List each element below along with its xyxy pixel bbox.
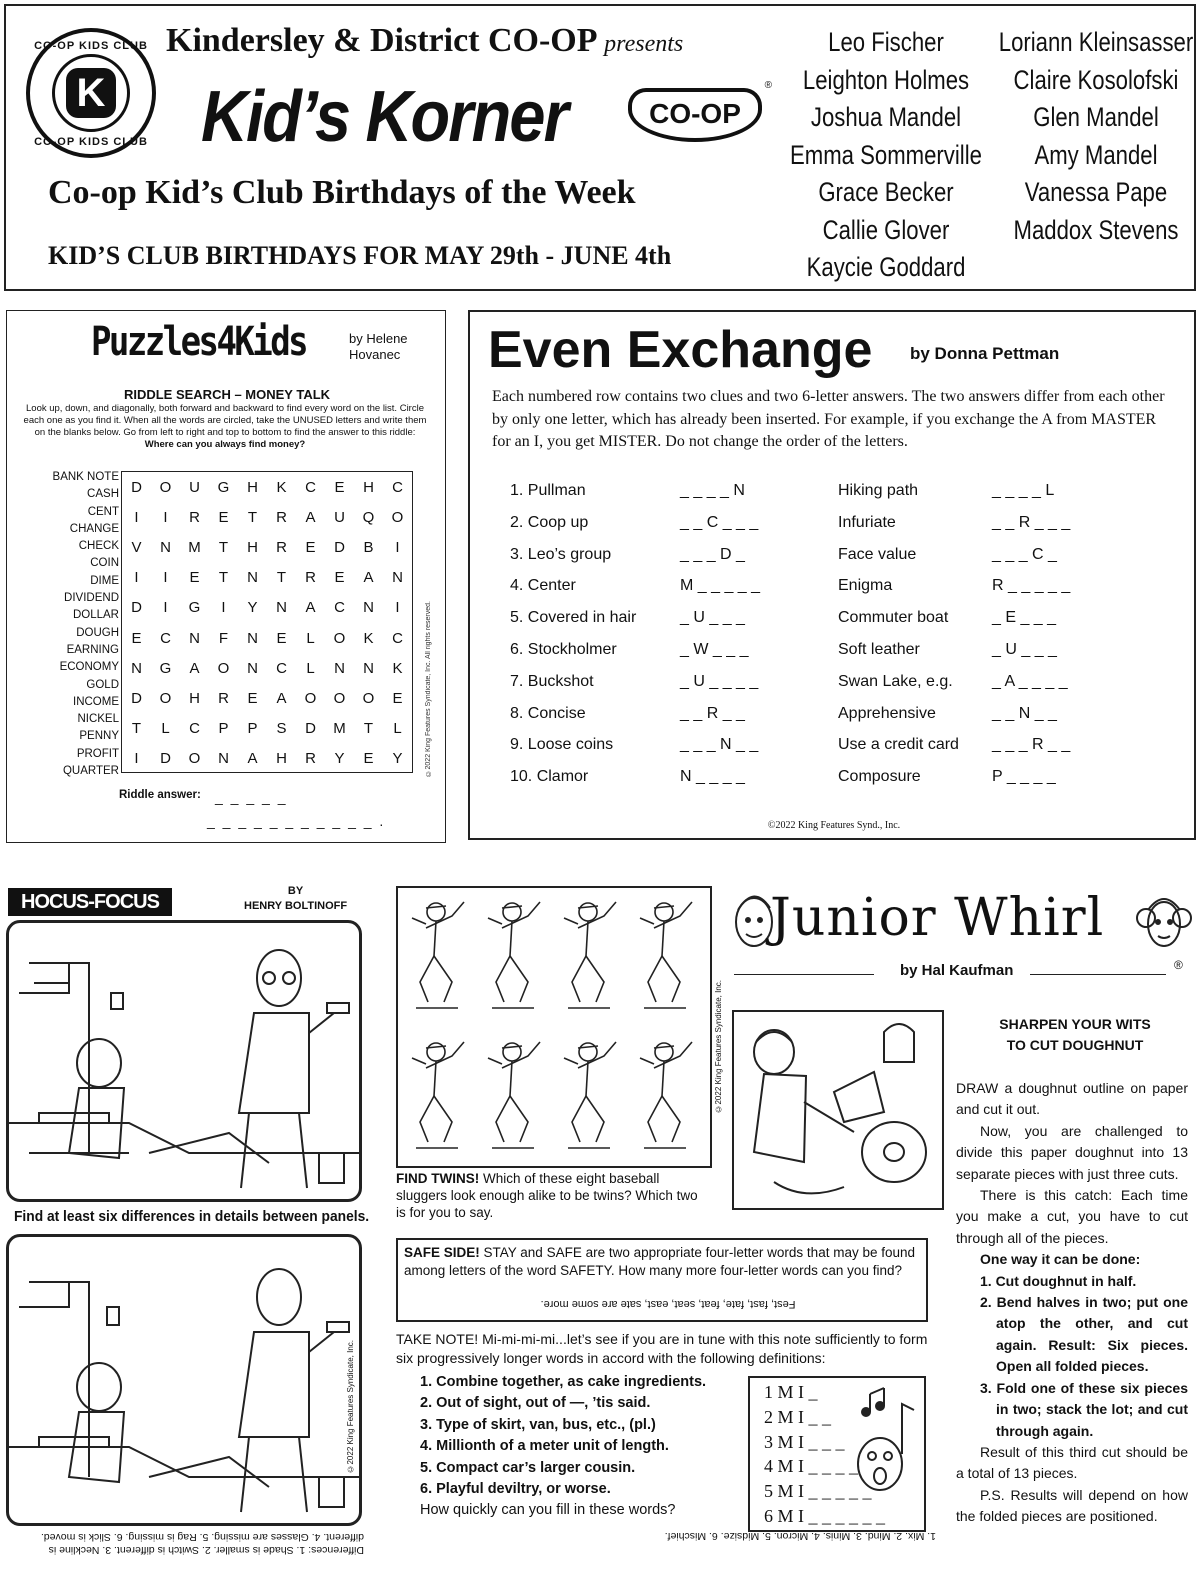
baseball-sluggers-drawing — [398, 888, 710, 1166]
riddle-answer-label: Riddle answer: — [119, 789, 201, 801]
exchange-answer-2[interactable]: R _ _ _ _ _ — [992, 577, 1071, 595]
exchange-answer-2[interactable]: _ _ _ _ L — [992, 482, 1055, 499]
exchange-clue-1: 7. Buckshot — [510, 672, 594, 690]
birthday-name: Grace Becker — [818, 177, 954, 207]
paragraph-1: DRAW a doughnut outline on paper and cut it out. — [956, 1080, 1188, 1118]
hocus-focus-label: HOCUS-FOCUS — [8, 888, 172, 916]
take-note-clue: 2. Out of sight, out of —, ’tis said. — [420, 1395, 651, 1412]
grid-letter[interactable]: O — [217, 659, 230, 677]
word-list-item: QUARTER — [62, 765, 119, 778]
grid-letter[interactable]: E — [305, 538, 316, 556]
exchange-clue-2: Infuriate — [838, 513, 896, 531]
safe-side-question: STAY and SAFE are two appropriate four-letter words that may be found among letters of the word SAFETY. How many more four-letter words can you find? — [404, 1245, 916, 1278]
exchange-clue-1: 2. Coop up — [510, 513, 589, 531]
exchange-answer-1[interactable]: _ _ R _ _ — [680, 704, 745, 722]
grid-letter[interactable]: R — [276, 508, 287, 526]
grid-letter[interactable]: N — [247, 629, 258, 647]
grid-letter[interactable]: T — [247, 508, 258, 526]
paragraph-4: Result of this third cut should be a total of 13 pieces. — [956, 1443, 1188, 1482]
grid-letter[interactable]: C — [189, 720, 200, 738]
grid-letter[interactable]: N — [189, 629, 200, 647]
exchange-clue-2: Apprehensive — [838, 704, 936, 722]
exchange-answer-2[interactable]: _ _ R _ _ _ — [992, 513, 1071, 531]
exchange-row — [510, 577, 1190, 609]
girl-face-icon — [1136, 884, 1192, 956]
baseball-slugger-figure[interactable] — [640, 1042, 692, 1148]
exchange-row — [510, 546, 1190, 578]
junior-whirl-registered-mark: ® — [1174, 958, 1183, 972]
grid-row — [122, 502, 412, 532]
byline-2: Hovanec — [349, 347, 401, 362]
grid-letter[interactable]: L — [306, 629, 315, 647]
registered-mark: ® — [764, 80, 772, 91]
coop-badge — [628, 80, 772, 142]
presents-word: presents — [604, 31, 684, 57]
grid-letter[interactable]: C — [160, 629, 171, 647]
grid-letter[interactable]: T — [218, 538, 229, 556]
word-list-item: NICKEL — [77, 713, 119, 726]
exchange-answer-1[interactable]: _ U _ _ _ _ — [680, 672, 759, 690]
baseball-slugger-figure[interactable] — [488, 902, 540, 1008]
grid-letter[interactable]: K — [392, 659, 403, 677]
grid-row — [122, 623, 412, 653]
even-exchange-copyright: ©2022 King Features Synd., Inc. — [767, 820, 901, 831]
grid-letter[interactable]: N — [247, 569, 258, 587]
grid-letter[interactable]: L — [393, 720, 402, 738]
grid-letter[interactable]: K — [363, 629, 374, 647]
exchange-clue-1: 8. Concise — [510, 704, 586, 722]
grid-row — [122, 653, 412, 683]
exchange-clue-2: Composure — [838, 768, 921, 786]
hocus-focus-copyright: ©2022 King Features Syndicate, Inc. — [346, 1340, 355, 1474]
cartoon-illustration-2 — [9, 1237, 359, 1523]
steps-heading: One way it can be done: — [980, 1251, 1141, 1268]
cartoon-illustration-1 — [9, 923, 359, 1199]
grid-letter[interactable]: O — [304, 689, 317, 707]
coop-kids-club-logo — [26, 28, 156, 158]
word-list-item: CASH — [87, 488, 119, 501]
word-list-item: PROFIT — [76, 747, 119, 760]
grid-letter[interactable]: I — [134, 569, 139, 587]
heading-line-2: TO CUT DOUGHNUT — [1006, 1037, 1144, 1053]
junior-whirl-rule-right — [1030, 974, 1166, 975]
grid-letter[interactable]: H — [247, 538, 258, 556]
grid-letter[interactable]: D — [131, 599, 142, 617]
safe-side-box — [396, 1238, 928, 1322]
exchange-answer-2[interactable]: _ E _ _ _ — [992, 609, 1057, 627]
grid-row — [122, 593, 412, 623]
grid-letter[interactable]: R — [276, 538, 287, 556]
riddle-instructions — [23, 403, 427, 451]
hocus-focus-panel-2 — [6, 1234, 362, 1526]
take-note-question: How quickly can you fill in these words? — [420, 1502, 676, 1518]
exchange-row — [510, 736, 1190, 768]
names-column-1 — [788, 24, 985, 287]
grid-letter[interactable]: O — [188, 750, 201, 768]
grid-letter[interactable]: H — [363, 478, 374, 496]
grid-letter[interactable]: O — [159, 689, 172, 707]
grid-letter[interactable]: C — [392, 478, 403, 496]
names-column-2 — [998, 24, 1195, 249]
paragraph-2: Now, you are challenged to divide this paper doughnut into 13 separate pieces with just three cuts. — [956, 1122, 1188, 1182]
grid-letter[interactable]: H — [276, 750, 287, 768]
word-list-item: CHANGE — [69, 522, 119, 535]
birthday-name: Glen Mandel — [1033, 102, 1159, 132]
grid-letter[interactable]: T — [218, 569, 229, 587]
exchange-clue-1: 1. Pullman — [510, 482, 586, 499]
grid-letter[interactable]: E — [276, 629, 287, 647]
exchange-answer-2[interactable]: _ _ _ R _ _ — [992, 736, 1071, 754]
grid-letter[interactable]: Y — [334, 750, 345, 768]
grid-letter[interactable]: I — [163, 599, 168, 617]
hocus-focus-caption: Find at least six differences in details between panels. — [14, 1208, 370, 1225]
mi-word-row[interactable]: 6 M I _ _ _ _ _ _ — [764, 1506, 885, 1526]
baseball-slugger-figure[interactable] — [564, 902, 616, 1008]
grid-letter[interactable]: N — [392, 569, 403, 587]
hocus-focus-differences-answer: Differences: 1. Shade is smaller. 2. Switch is different. 3. Neckline is different. 4. Glasses are missing. 5. Rag is missing. 6. Slick is moved. — [40, 1531, 364, 1556]
step-3: 3. Fold one of these six pieces in two; stack the lot; and cut through again. — [980, 1379, 1188, 1439]
solution-steps — [956, 1249, 1188, 1442]
exchange-row — [510, 641, 1190, 673]
grid-letter[interactable]: O — [362, 689, 375, 707]
exchange-clue-1: 3. Leo’s group — [510, 545, 612, 563]
grid-letter[interactable]: H — [189, 689, 200, 707]
exchange-clue-2: Enigma — [838, 577, 893, 595]
grid-letter[interactable]: E — [334, 478, 345, 496]
grid-letter[interactable]: E — [334, 569, 345, 587]
grid-letter[interactable]: C — [334, 599, 345, 617]
birthday-name: Leo Fischer — [828, 27, 944, 57]
paragraph-5: P.S. Results will depend on how the folded pieces are positioned. — [956, 1486, 1188, 1525]
grid-letter[interactable]: C — [276, 659, 287, 677]
grid-letter[interactable]: V — [131, 538, 142, 556]
grid-row — [122, 683, 412, 713]
grid-letter[interactable]: C — [392, 629, 403, 647]
exchange-clue-2: Soft leather — [838, 641, 920, 658]
exchange-row — [510, 673, 1190, 705]
exchange-answer-1[interactable]: _ _ _ D _ — [680, 545, 745, 563]
safe-side-text — [404, 1244, 924, 1280]
exchange-answer-1[interactable]: _ _ _ N _ _ — [680, 736, 759, 754]
take-note-clue: 3. Type of skirt, van, bus, etc., (pl.) — [420, 1416, 656, 1433]
riddle-question: Where can you always find money? — [144, 439, 306, 450]
grid-letter[interactable]: T — [276, 569, 287, 587]
exchange-clue-1: 5. Covered in hair — [510, 609, 637, 627]
grid-letter[interactable]: I — [221, 599, 226, 617]
grid-letter[interactable]: E — [189, 569, 200, 587]
grid-letter[interactable]: A — [305, 508, 316, 526]
baseball-slugger-figure[interactable] — [412, 902, 464, 1008]
grid-row — [122, 714, 412, 744]
take-note-answer: 1. Mix. 2. Mind. 3. Minis. 4. Micron. 5. Midsize. 6. Mischief. — [664, 1530, 936, 1542]
logo-ring-bottom: CO-OP KIDS CLUB — [34, 136, 148, 148]
grid-letter[interactable]: Y — [247, 599, 258, 617]
exchange-clue-1: 9. Loose coins — [510, 736, 614, 754]
step-1: 1. Cut doughnut in half. — [980, 1272, 1137, 1289]
exchange-answer-1[interactable]: M _ _ _ _ _ — [680, 577, 761, 595]
mi-word-row[interactable]: 1 M I _ — [764, 1382, 818, 1402]
even-exchange-panel — [468, 310, 1196, 840]
grid-letter[interactable]: I — [163, 508, 168, 526]
exchange-answer-1[interactable]: _ _ _ _ N — [680, 482, 745, 499]
grid-letter[interactable]: D — [131, 689, 142, 707]
riddle-answer-blank-2[interactable]: _ _ _ _ _ _ _ _ _ _ _ . — [207, 813, 386, 829]
word-list-item: INCOME — [73, 695, 119, 708]
grid-letter[interactable]: R — [218, 689, 229, 707]
take-note-clue: 4. Millionth of a meter unit of length. — [420, 1438, 669, 1455]
birthday-name: Leighton Holmes — [802, 64, 970, 95]
mi-word-row[interactable]: 4 M I _ _ _ _ — [764, 1456, 858, 1477]
grid-letter[interactable]: A — [363, 569, 374, 587]
grid-letter[interactable]: A — [305, 599, 316, 617]
exchange-answer-2[interactable]: P _ _ _ _ — [992, 768, 1056, 786]
grid-letter[interactable]: O — [159, 478, 172, 496]
grid-letter[interactable]: Q — [362, 508, 375, 526]
birthday-header — [4, 4, 1196, 291]
grid-letter[interactable]: G — [217, 478, 230, 496]
grid-letter[interactable]: S — [276, 720, 287, 738]
baseball-slugger-figure[interactable] — [640, 902, 692, 1008]
exchange-answer-1[interactable]: _ U _ _ _ — [680, 609, 745, 627]
exchange-answer-1[interactable]: _ W _ _ _ — [680, 641, 749, 658]
birthdays-dates: KID’S CLUB BIRTHDAYS FOR MAY 29th - JUNE 4th — [48, 241, 672, 270]
hocus-focus-panel-1 — [6, 920, 362, 1202]
grid-letter[interactable]: E — [131, 629, 142, 647]
paragraph-3: There is this catch: Each time you make a cut, you have to cut through all of the pieces. — [956, 1187, 1188, 1246]
by-word: BY — [287, 885, 304, 897]
grid-letter[interactable]: I — [134, 508, 139, 526]
even-exchange-byline: by Donna Pettman — [910, 344, 1060, 363]
hocus-focus-byline — [244, 884, 347, 914]
grid-letter[interactable]: C — [305, 478, 316, 496]
word-list-item: DIVIDEND — [64, 592, 119, 605]
birthday-name: Vanessa Pape — [1024, 177, 1168, 207]
birthday-name: Amy Mandel — [1034, 139, 1158, 170]
grid-letter[interactable]: P — [247, 720, 258, 738]
step-2: 2. Bend halves in two; put one atop the other, and cut again. Result: Six pieces. Open all folded pieces. — [980, 1294, 1188, 1375]
grid-letter[interactable]: D — [131, 478, 142, 496]
grid-letter[interactable]: I — [395, 538, 400, 556]
kids-korner-title: Kid’s Korner — [201, 77, 568, 157]
grid-letter[interactable]: R — [305, 569, 316, 587]
exchange-row — [510, 705, 1190, 737]
find-twins-label: FIND TWINS! — [396, 1171, 480, 1186]
safe-side-answer: Fest, fast, fate, feat, seat, east, sate are some more. — [540, 1298, 796, 1310]
grid-letter[interactable]: G — [188, 599, 201, 617]
birthdays-subtitle: Co-op Kid’s Club Birthdays of the Week — [48, 174, 636, 211]
exchange-clue-2: Use a credit card — [838, 736, 959, 754]
find-twins-illustration — [396, 886, 712, 1168]
logo-k-mark: K — [66, 68, 116, 118]
word-list-item: EARNING — [66, 643, 119, 656]
presenter-name: Kindersley & District CO-OP — [166, 22, 596, 59]
word-list-item: BANK NOTE — [52, 471, 119, 483]
grid-letter[interactable]: U — [334, 508, 345, 526]
grid-letter[interactable]: U — [189, 478, 200, 496]
word-list-item: COIN — [90, 557, 119, 570]
coop-badge-text: CO-OP — [649, 98, 741, 129]
singing-note-icon — [840, 1384, 920, 1524]
word-list-item: DOLLAR — [72, 609, 119, 622]
birthday-name: Joshua Mandel — [810, 102, 962, 132]
grid-letter[interactable]: N — [276, 599, 287, 617]
grid-letter[interactable]: Y — [392, 750, 403, 768]
grid-letter[interactable]: O — [391, 508, 404, 526]
exchange-clue-2: Hiking path — [838, 482, 919, 499]
exchange-clue-2: Swan Lake, e.g. — [838, 672, 953, 690]
grid-letter[interactable]: A — [189, 659, 200, 677]
birthday-name: Loriann Kleinsasser — [998, 27, 1194, 57]
birthday-name: Callie Glover — [822, 214, 950, 245]
mi-word-box — [748, 1376, 926, 1532]
exchange-answer-2[interactable]: _ _ _ C _ — [992, 545, 1057, 563]
even-exchange-title: Even Exchange — [488, 321, 873, 379]
puzzles4kids-title: Puzzles4Kids — [91, 319, 307, 365]
find-twins-text — [396, 1170, 706, 1221]
byline-1: by Helene — [349, 331, 408, 346]
exchange-answer-2[interactable]: _ U _ _ _ — [992, 641, 1057, 658]
junior-whirl-rule-left — [734, 974, 874, 975]
word-list-item: GOLD — [86, 678, 119, 691]
junior-whirl-heading — [960, 1014, 1190, 1056]
grid-letter[interactable]: R — [305, 750, 316, 768]
exchange-row — [510, 514, 1190, 546]
grid-letter[interactable]: I — [395, 599, 400, 617]
grid-letter[interactable]: F — [218, 629, 229, 647]
grid-row — [122, 472, 412, 502]
exchange-answer-1[interactable]: N _ _ _ _ — [680, 768, 745, 786]
heading-line-1: SHARPEN YOUR WITS — [999, 1016, 1151, 1032]
junior-whirl-title: Junior Whirl — [770, 888, 1105, 948]
birthday-name: Kaycie Goddard — [806, 252, 966, 282]
exchange-row — [510, 482, 1190, 514]
word-list-item: CHECK — [78, 540, 119, 553]
baseball-slugger-figure[interactable] — [488, 1042, 540, 1148]
take-note-intro: TAKE NOTE! Mi-mi-mi-mi...let’s see if you are in tune with this note sufficiently to form six progressively longer words in accord with the following definitions: — [396, 1331, 928, 1366]
word-list-item: ECONOMY — [59, 661, 119, 674]
grid-row — [122, 532, 412, 562]
birthday-name: Maddox Stevens — [1013, 214, 1179, 245]
exchange-clue-2: Face value — [838, 545, 917, 563]
grid-letter[interactable]: I — [163, 569, 168, 587]
grid-letter[interactable]: M — [333, 720, 346, 738]
logo-ring-top: CO-OP KIDS CLUB — [34, 40, 148, 52]
mi-word-row[interactable]: 3 M I _ _ _ — [764, 1431, 845, 1452]
knight-and-doughnut-drawing — [734, 1012, 942, 1208]
grid-letter[interactable]: T — [363, 720, 374, 738]
grid-letter[interactable]: M — [188, 538, 201, 556]
junior-whirl-body — [956, 1078, 1188, 1528]
grid-letter[interactable]: L — [306, 659, 315, 677]
take-note-clue: 5. Compact car’s larger cousin. — [420, 1459, 636, 1476]
safe-side-label: SAFE SIDE! — [404, 1245, 480, 1260]
grid-letter[interactable]: H — [247, 478, 258, 496]
mi-word-row[interactable]: 5 M I _ _ _ _ _ — [764, 1481, 872, 1502]
grid-letter[interactable]: D — [334, 538, 345, 556]
grid-letter[interactable]: E — [247, 689, 258, 707]
grid-letter[interactable]: K — [276, 478, 287, 496]
grid-letter[interactable]: O — [333, 629, 346, 647]
grid-letter[interactable]: B — [363, 538, 374, 556]
grid-letter[interactable]: R — [189, 508, 200, 526]
riddle-instructions-text: Look up, down, and diagonally, both forward and backward to find every word on the list. Circle each one as you find it. When all the words are circled, take the UNUSED letters and write them on the blanks below. Go from left to right and top to bottom to find the answer to this riddle: — [23, 403, 427, 438]
grid-letter[interactable]: E — [392, 689, 403, 707]
grid-letter[interactable]: D — [305, 720, 316, 738]
grid-letter[interactable]: O — [333, 689, 346, 707]
grid-letter[interactable]: E — [218, 508, 229, 526]
junior-whirl-byline: by Hal Kaufman — [900, 962, 1014, 979]
doughnut-cutting-illustration — [732, 1010, 944, 1210]
take-note-clue: 1. Combine together, as cake ingredients. — [420, 1374, 707, 1390]
hocus-focus-author: HENRY BOLTINOFF — [244, 900, 348, 912]
exchange-clue-1: 10. Clamor — [510, 768, 589, 786]
puzzles4kids-byline — [349, 331, 408, 363]
presenter-line — [166, 22, 683, 60]
grid-letter[interactable]: L — [161, 720, 170, 738]
word-list-item: DIME — [90, 574, 119, 587]
word-list-item: DOUGH — [76, 626, 119, 639]
grid-letter[interactable]: E — [363, 750, 374, 768]
grid-row — [122, 563, 412, 593]
birthday-name: Claire Kosolofski — [1013, 64, 1179, 95]
exchange-answer-2[interactable]: _ _ N _ _ — [992, 704, 1057, 722]
exchange-answer-2[interactable]: _ A _ _ _ _ — [992, 672, 1068, 690]
grid-row — [122, 744, 412, 774]
grid-letter[interactable]: N — [363, 599, 374, 617]
find-twins-copyright: ©2022 King Features Syndicate, Inc. — [714, 980, 723, 1114]
grid-letter[interactable]: N — [218, 750, 229, 768]
grid-letter[interactable]: I — [134, 750, 139, 768]
riddle-answer-blank-1[interactable]: _ _ _ _ _ — [215, 789, 288, 805]
grid-letter[interactable]: N — [131, 659, 142, 677]
grid-letter[interactable]: A — [276, 689, 287, 707]
grid-letter[interactable]: N — [160, 538, 171, 556]
word-list — [27, 469, 119, 780]
word-list-item: PENNY — [79, 730, 119, 743]
baseball-slugger-figure[interactable] — [412, 1042, 464, 1148]
grid-letter[interactable]: N — [363, 659, 374, 677]
grid-letter[interactable]: T — [131, 720, 142, 738]
grid-letter[interactable]: P — [218, 720, 229, 738]
find-twins-question: Which of these eight baseball sluggers look enough alike to be twins? Which two is for you to say. — [396, 1171, 698, 1220]
exchange-answer-1[interactable]: _ _ C _ _ _ — [680, 513, 759, 531]
take-note-clues — [420, 1372, 706, 1500]
even-exchange-instructions: Each numbered row contains two clues and two 6-letter answers. The two answers differ from each other by only one letter, which has already been inserted. For example, if you exchange the A from MASTER for an I, you get MISTER. Do not change the order of the letters. — [492, 388, 1165, 450]
grid-letter[interactable]: N — [247, 659, 258, 677]
word-search-grid — [121, 471, 413, 773]
baseball-slugger-figure[interactable] — [564, 1042, 616, 1148]
riddle-search-subtitle: RIDDLE SEARCH – MONEY TALK — [123, 387, 331, 402]
exchange-clue-1: 4. Center — [510, 577, 576, 595]
word-list-item: CENT — [87, 505, 119, 518]
exchange-clue-2: Commuter boat — [838, 609, 949, 627]
puzzles4kids-copyright: ©2022 King Features Syndicate, Inc. All rights reserved. — [425, 601, 432, 777]
grid-letter[interactable]: D — [160, 750, 171, 768]
grid-letter[interactable]: A — [247, 750, 258, 768]
take-note-clue: 6. Playful deviltry, or worse. — [420, 1481, 611, 1498]
exchange-row — [510, 609, 1190, 641]
birthday-name: Emma Sommerville — [790, 139, 982, 170]
exchange-clue-1: 6. Stockholmer — [510, 641, 617, 658]
grid-letter[interactable]: G — [159, 659, 172, 677]
exchange-row — [510, 768, 1190, 800]
grid-letter[interactable]: N — [334, 659, 345, 677]
mi-word-row[interactable]: 2 M I _ _ — [764, 1406, 831, 1427]
puzzles4kids-panel — [6, 310, 446, 843]
